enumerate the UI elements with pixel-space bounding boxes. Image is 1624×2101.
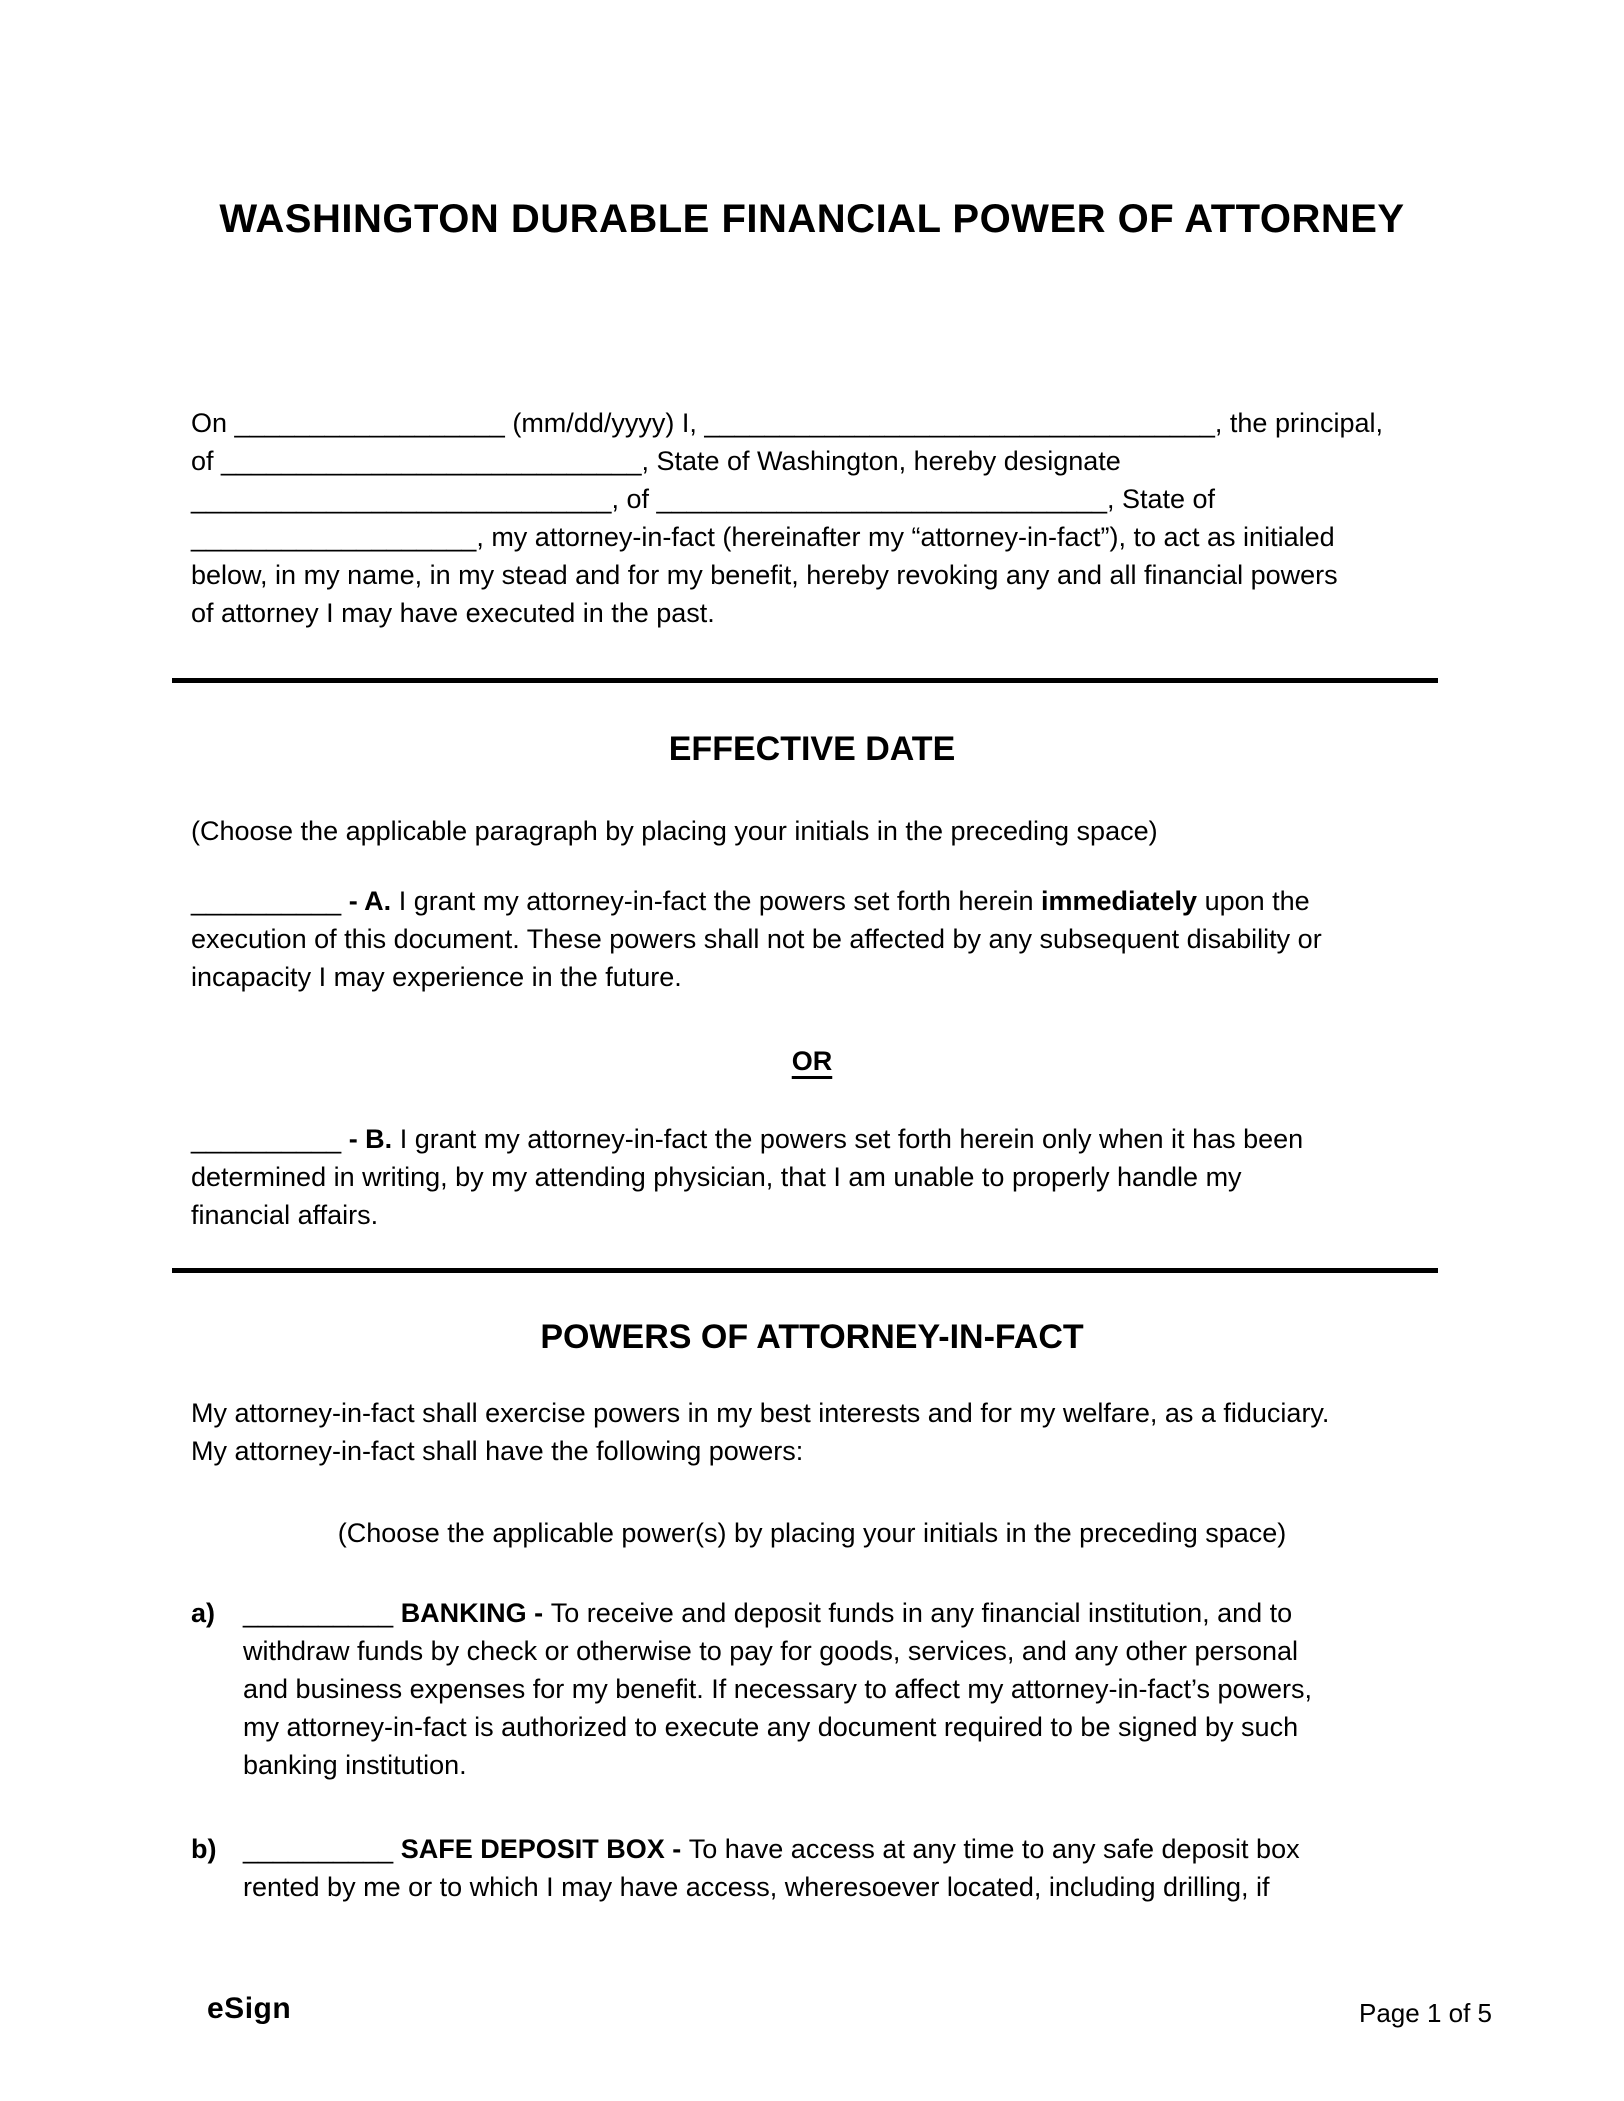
item-marker-b: b) xyxy=(191,1834,217,1864)
text-line xyxy=(191,594,1383,632)
text-segment: My attorney-in-fact shall have the following powers: xyxy=(191,1436,804,1466)
text-segment xyxy=(341,886,349,916)
text-line xyxy=(191,480,1383,518)
text-segment: BANKING - xyxy=(400,1598,551,1628)
power-item-safe-deposit-box xyxy=(191,1830,1441,1906)
text-segment: My attorney-in-fact shall exercise powers in my best interests and for my welfare, as a fiduciary. xyxy=(191,1398,1330,1428)
text-segment: determined in writing, by my attending physician, that I am unable to properly handle my xyxy=(191,1162,1242,1192)
or-separator xyxy=(0,1046,1624,1077)
text-line xyxy=(243,1670,1441,1708)
item-marker-a: a) xyxy=(191,1598,216,1628)
text-segment xyxy=(341,1124,349,1154)
item-text-safe-deposit-box xyxy=(243,1830,1441,1906)
text-line xyxy=(191,958,1322,996)
text-segment: , the principal, xyxy=(1214,408,1383,438)
text-segment: and business expenses for my benefit. If necessary to affect my attorney-in-fact’s powers, xyxy=(243,1674,1313,1704)
effective-date-instruction: (Choose the applicable paragraph by placing your initials in the preceding space) xyxy=(191,816,1158,846)
text-segment: withdraw funds by check or otherwise to pay for goods, services, and any other personal xyxy=(243,1636,1299,1666)
powers-instruction: (Choose the applicable power(s) by placing your initials in the preceding space) xyxy=(337,1518,1287,1548)
powers-intro-paragraph xyxy=(191,1394,1329,1470)
text-line xyxy=(243,1594,1441,1632)
text-segment: , State of Washington, hereby designate xyxy=(641,446,1121,476)
text-segment: To have access at any time to any safe deposit box xyxy=(688,1834,1300,1864)
text-segment: incapacity I may experience in the future. xyxy=(191,962,682,992)
or-label: OR xyxy=(791,1046,833,1076)
principal-name-blank[interactable]: __________________________________ xyxy=(704,408,1215,438)
text-line xyxy=(191,1196,1303,1234)
text-segment: upon the xyxy=(1197,886,1310,916)
text-segment: - B. xyxy=(348,1124,393,1154)
text-segment: SAFE DEPOSIT BOX - xyxy=(400,1834,689,1864)
text-segment: (mm/dd/yyyy) I, xyxy=(504,408,705,438)
text-line xyxy=(191,920,1322,958)
text-line xyxy=(191,518,1383,556)
item-text-banking xyxy=(243,1594,1441,1784)
text-segment: my attorney-in-fact is authorized to execute any document required to be signed by such xyxy=(243,1712,1299,1742)
text-segment: , State of xyxy=(1106,484,1216,514)
attorney-name-blank[interactable]: ____________________________ xyxy=(191,484,612,514)
text-segment: rented by me or to which I may have access, wheresoever located, including drilling, if xyxy=(243,1872,1270,1902)
text-line xyxy=(191,882,1322,920)
text-segment xyxy=(393,1598,401,1628)
initials-blank-option-a[interactable]: __________ xyxy=(191,886,342,916)
attorney-city-blank[interactable]: ______________________________ xyxy=(656,484,1107,514)
text-line xyxy=(191,404,1383,442)
text-line xyxy=(191,1432,1329,1470)
option-b-paragraph xyxy=(191,1120,1303,1234)
text-segment: On xyxy=(191,408,235,438)
section-divider xyxy=(172,1268,1438,1273)
text-line xyxy=(243,1868,1441,1906)
initials-blank-safe-deposit-box[interactable]: __________ xyxy=(243,1834,394,1864)
text-segment: banking institution. xyxy=(243,1750,467,1780)
text-segment: execution of this document. These powers shall not be affected by any subsequent disability or xyxy=(191,924,1322,954)
text-segment: , my attorney-in-fact (hereinafter my “attorney-in-fact”), to act as initialed xyxy=(476,522,1335,552)
text-line xyxy=(191,1158,1303,1196)
text-segment xyxy=(393,1834,401,1864)
text-line xyxy=(191,556,1383,594)
attorney-state-blank[interactable]: ___________________ xyxy=(191,522,477,552)
initials-blank-banking[interactable]: __________ xyxy=(243,1598,394,1628)
esign-logo: eSign xyxy=(207,1992,292,2025)
option-a-paragraph xyxy=(191,882,1322,996)
text-segment: To receive and deposit funds in any financial institution, and to xyxy=(550,1598,1293,1628)
text-line xyxy=(243,1708,1441,1746)
text-segment: immediately xyxy=(1040,886,1198,916)
text-segment: , of xyxy=(611,484,657,514)
text-line xyxy=(191,442,1383,480)
effective-date-heading: EFFECTIVE DATE xyxy=(668,730,956,768)
text-line xyxy=(243,1830,1441,1868)
text-line xyxy=(191,1394,1329,1432)
power-item-banking xyxy=(191,1594,1441,1784)
text-segment: - A. xyxy=(348,886,392,916)
text-segment: I grant my attorney-in-fact the powers set forth herein xyxy=(391,886,1041,916)
text-segment: of xyxy=(191,446,222,476)
page-indicator: Page 1 of 5 xyxy=(1359,1998,1492,2028)
date-blank[interactable]: __________________ xyxy=(234,408,505,438)
text-segment: financial affairs. xyxy=(191,1200,379,1230)
text-segment: of attorney I may have executed in the past. xyxy=(191,598,715,628)
principal-city-blank[interactable]: ____________________________ xyxy=(221,446,642,476)
text-line xyxy=(243,1632,1441,1670)
text-segment: I grant my attorney-in-fact the powers set forth herein only when it has been xyxy=(392,1124,1304,1154)
text-line xyxy=(243,1746,1441,1784)
text-segment: below, in my name, in my stead and for my benefit, hereby revoking any and all financial powers xyxy=(191,560,1338,590)
page-title: WASHINGTON DURABLE FINANCIAL POWER OF ATTORNEY xyxy=(219,197,1405,241)
section-divider xyxy=(172,678,1438,683)
text-line xyxy=(191,1120,1303,1158)
initials-blank-option-b[interactable]: __________ xyxy=(191,1124,342,1154)
powers-heading: POWERS OF ATTORNEY-IN-FACT xyxy=(540,1318,1084,1356)
intro-paragraph xyxy=(191,404,1383,632)
